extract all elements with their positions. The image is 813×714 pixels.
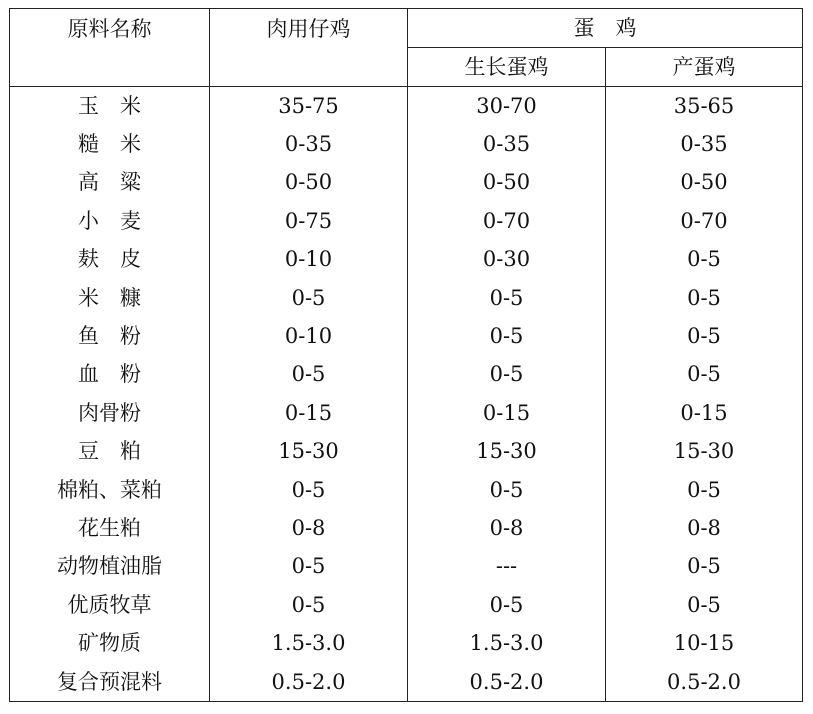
table-row	[10, 663, 803, 702]
laying-cell: 15-30	[606, 433, 803, 471]
material-cell: 动物植油脂	[57, 554, 162, 579]
table-row	[10, 279, 803, 317]
grower-cell: 0-5	[408, 317, 606, 355]
grower-cell: 0-70	[408, 202, 606, 240]
laying-cell: 0-8	[606, 509, 803, 547]
laying-cell: 0-5	[606, 471, 803, 509]
grower-cell: 0-5	[408, 586, 606, 624]
material-cell: 花生粕	[78, 515, 141, 540]
table-row	[10, 241, 803, 279]
table-row	[10, 586, 803, 624]
grower-cell: 0-5	[408, 279, 606, 317]
table-row	[10, 394, 803, 432]
broiler-cell: 0-8	[210, 509, 408, 547]
header-broiler: 肉用仔鸡	[210, 9, 408, 87]
grower-cell: ---	[408, 548, 606, 586]
grower-cell: 0-5	[408, 356, 606, 394]
grower-cell: 0-8	[408, 509, 606, 547]
broiler-cell: 0.5-2.0	[210, 663, 408, 702]
broiler-cell: 0-15	[210, 394, 408, 432]
laying-cell: 0-5	[606, 317, 803, 355]
material-cell: 麸 皮	[78, 247, 141, 272]
laying-cell: 0.5-2.0	[606, 663, 803, 702]
laying-cell: 0-50	[606, 164, 803, 202]
material-cell: 糙 米	[78, 132, 141, 157]
table-row	[10, 87, 803, 126]
grower-cell: 30-70	[408, 87, 606, 126]
grower-cell: 0-35	[408, 125, 606, 163]
table-row	[10, 125, 803, 163]
material-cell: 玉 米	[78, 93, 141, 118]
header-laying: 产蛋鸡	[606, 48, 803, 87]
grower-cell: 0-50	[408, 164, 606, 202]
table-row	[10, 509, 803, 547]
table-body	[10, 87, 803, 702]
table-row	[10, 548, 803, 586]
broiler-cell: 0-10	[210, 317, 408, 355]
table-row	[10, 202, 803, 240]
broiler-cell: 0-35	[210, 125, 408, 163]
laying-cell: 0-5	[606, 586, 803, 624]
broiler-cell: 0-50	[210, 164, 408, 202]
table-row	[10, 164, 803, 202]
broiler-cell: 0-5	[210, 279, 408, 317]
broiler-cell: 1.5-3.0	[210, 624, 408, 662]
material-cell: 血 粉	[78, 362, 141, 387]
header-material: 原料名称	[10, 9, 210, 87]
material-cell: 优质牧草	[67, 592, 152, 617]
grower-cell: 1.5-3.0	[408, 624, 606, 662]
grower-cell: 0-5	[408, 471, 606, 509]
laying-cell: 0-5	[606, 356, 803, 394]
material-cell: 鱼 粉	[78, 324, 141, 349]
broiler-cell: 0-5	[210, 471, 408, 509]
table-row	[10, 317, 803, 355]
material-cell: 小 麦	[78, 208, 141, 233]
laying-cell: 0-5	[606, 548, 803, 586]
grower-cell: 0-30	[408, 241, 606, 279]
material-cell: 肉骨粉	[78, 400, 141, 425]
broiler-cell: 0-10	[210, 241, 408, 279]
laying-cell: 0-5	[606, 241, 803, 279]
grower-cell: 0-15	[408, 394, 606, 432]
broiler-cell: 15-30	[210, 433, 408, 471]
broiler-cell: 35-75	[210, 87, 408, 126]
laying-cell: 0-15	[606, 394, 803, 432]
table-row	[10, 471, 803, 509]
header-layer: 蛋 鸡	[408, 9, 803, 48]
grower-cell: 0.5-2.0	[408, 663, 606, 702]
broiler-cell: 0-5	[210, 586, 408, 624]
table-row	[10, 433, 803, 471]
table-row	[10, 624, 803, 662]
laying-cell: 35-65	[606, 87, 803, 126]
broiler-cell: 0-5	[210, 356, 408, 394]
header-grower: 生长蛋鸡	[408, 48, 606, 87]
material-cell: 米 糠	[78, 285, 141, 310]
broiler-cell: 0-5	[210, 548, 408, 586]
laying-cell: 0-35	[606, 125, 803, 163]
grower-cell: 15-30	[408, 433, 606, 471]
broiler-cell: 0-75	[210, 202, 408, 240]
material-cell: 棉粕、菜粕	[57, 477, 162, 502]
laying-cell: 0-5	[606, 279, 803, 317]
material-cell: 矿物质	[78, 631, 141, 656]
laying-cell: 10-15	[606, 624, 803, 662]
feed-formula-table	[9, 8, 803, 702]
material-cell: 高 粱	[78, 170, 141, 195]
material-cell: 豆 粕	[78, 439, 141, 464]
table-row	[10, 356, 803, 394]
material-cell: 复合预混料	[57, 669, 162, 694]
laying-cell: 0-70	[606, 202, 803, 240]
